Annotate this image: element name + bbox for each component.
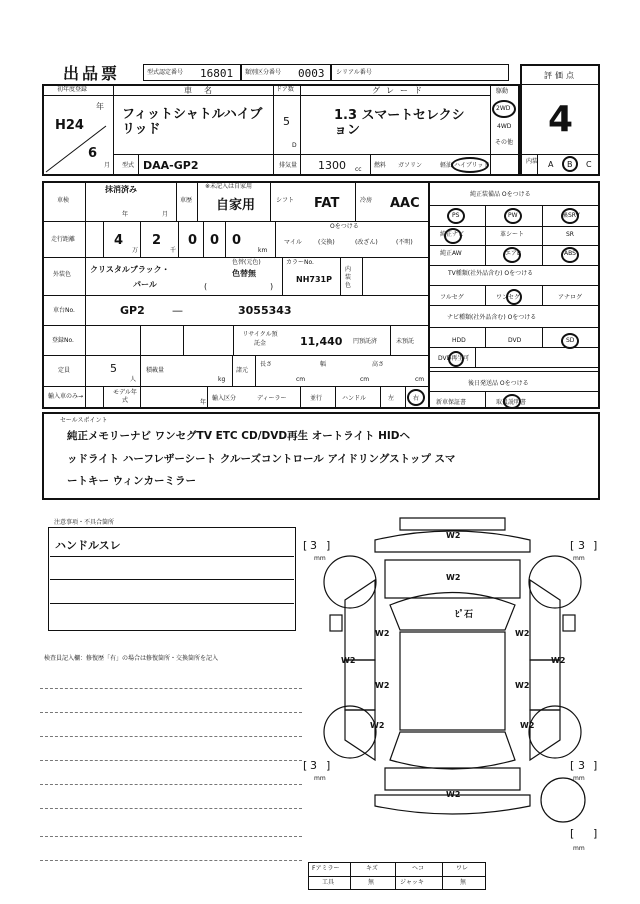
tread-front-right: 3: [578, 539, 585, 552]
class-number-value: 0003: [298, 67, 325, 80]
height-unit: cm: [415, 376, 425, 383]
doc-manual-circle: [503, 394, 521, 409]
tv-title: TV種類(社外品含む) Oをつける: [448, 270, 534, 277]
tv-analog: アナログ: [558, 294, 583, 301]
equip-sr: SR: [566, 231, 574, 238]
fuel-hybrid: ハイブリッド: [454, 162, 490, 169]
import-label: 輸入車のみ→: [48, 393, 84, 400]
equip-ps: PS: [452, 212, 460, 219]
recycle-label: リサイクル預託金: [242, 331, 278, 347]
mileage-unit-sen: 千: [170, 247, 177, 254]
mileage-digit-2: 2: [152, 233, 162, 248]
fuel-label: 燃料: [374, 162, 387, 169]
handle-left: 左: [388, 395, 395, 402]
mileage-digit-4: 0: [210, 233, 220, 248]
tread-fl-unit: mm: [314, 555, 326, 562]
tread-rl-unit: mm: [314, 775, 326, 782]
inspector-label: 検査員記入欄：修復歴「有」の場合は修復箇所・交換箇所を記入: [44, 655, 219, 662]
selling-points-line1: 純正メモリーナビ ワンセグTV ETC CD/DVD再生 オートライト HIDヘ: [67, 430, 411, 442]
shift-value: FAT: [314, 196, 340, 211]
paren-close: ): [270, 282, 274, 291]
navi-dvd: DVD: [508, 337, 522, 344]
capacity-unit: 人: [130, 376, 137, 383]
notes-label: 注意事項・不具合箇所: [54, 519, 115, 526]
mark-hood: W2: [446, 573, 461, 582]
tread-spare-unit: mm: [573, 845, 585, 852]
interior-b-circle: [562, 156, 578, 172]
mileage-digit-3: 0: [188, 233, 198, 248]
mark-right-front-door: W2: [515, 629, 530, 638]
navi-title: ナビ種類(社外品含む) Oをつける: [447, 314, 537, 321]
regtype-value: 自家用: [216, 198, 256, 213]
serial-number-field: [331, 64, 509, 81]
mileage-unit-man: 万: [132, 247, 139, 254]
grade-label: グレード: [372, 86, 428, 95]
width-unit: cm: [360, 376, 370, 383]
mark-front-bumper: W2: [446, 531, 461, 540]
ac-value: AAC: [390, 196, 420, 211]
drive-other: その他: [495, 139, 514, 146]
color-code-value: NH731P: [296, 275, 332, 284]
equip-aw: 純正AW: [440, 250, 462, 257]
displacement-unit: cc: [355, 166, 362, 173]
interior-a: A: [548, 160, 554, 169]
dims-label: 諸元: [236, 367, 249, 374]
cert-number-label: 型式認定番号: [147, 69, 184, 76]
first-reg-month: 6: [88, 146, 98, 161]
chassis-number: 3055343: [238, 304, 292, 317]
footer-header-2: キズ: [366, 865, 378, 872]
diagonal-slash: [44, 120, 112, 174]
tread-rear-right: 3: [578, 759, 585, 772]
doors-value: 5: [283, 115, 290, 128]
mark-right-rear-door: W2: [515, 681, 530, 690]
navi-hdd: HDD: [452, 337, 466, 344]
model-year-label: モデル年式: [113, 389, 137, 404]
import-class-label: 輸入区分: [212, 395, 237, 402]
mark-left-rear-door: W2: [375, 681, 390, 690]
model-value: DAA-GP2: [143, 159, 199, 172]
paren-open: (: [204, 282, 208, 291]
equip-airbag-circle: [503, 247, 521, 263]
interior-b: B: [567, 160, 573, 169]
drive-2wd-circle: [492, 100, 516, 118]
color-change-value: 色替無: [232, 269, 256, 278]
color-value-line1: クリスタルブラック・: [90, 265, 170, 274]
footer-cell-3: ジャッキ: [400, 879, 424, 886]
height-label: 高さ: [372, 361, 385, 368]
recycle-value: 11,440: [300, 335, 343, 348]
displacement-value: 1300: [318, 159, 346, 172]
class-number-label: 類別区分番号: [245, 69, 282, 76]
drive-label: 駆動: [496, 88, 509, 95]
equip-ps-circle: [447, 208, 465, 224]
carname-label: 車名: [184, 86, 224, 95]
first-reg-year-unit: 年: [96, 102, 104, 111]
navi-sd: SD: [566, 337, 575, 344]
import-class-parallel: 並行: [310, 395, 323, 402]
footer-header-4: ワレ: [456, 865, 469, 872]
registration-label: 登録No.: [52, 337, 74, 344]
fuel-gas: ガソリン: [398, 162, 423, 169]
mileage-circle-note: Oをつける: [330, 223, 359, 230]
equip-srv: 集SRV: [562, 212, 580, 219]
equip-pw-circle: [504, 208, 522, 224]
fuel-diesel: 軽油: [440, 162, 453, 169]
chassis-dash: —: [172, 304, 183, 317]
grade-value: 1.3 スマートセレクション: [334, 108, 465, 138]
first-reg-month-unit: 月: [104, 162, 111, 169]
model-label: 型式: [122, 162, 135, 169]
mark-left-front-door: W2: [375, 629, 390, 638]
tread-rear-left: 3: [310, 759, 317, 772]
doc-title: 後日発送品 Oをつける: [468, 380, 529, 387]
equip-airbag: エアB: [505, 250, 522, 257]
color-code-label: カラーNo.: [286, 259, 314, 266]
score-value: 4: [548, 99, 574, 140]
doc-manual: 取扱説明書: [496, 399, 527, 406]
length-label: 長さ: [260, 361, 273, 368]
carname-value: フィットシャトルハイブリッド: [122, 107, 263, 137]
drive-2wd: 2WD: [496, 105, 511, 112]
width-label: 幅: [320, 361, 327, 368]
tv-oneseg: ワンセグ: [496, 294, 521, 301]
doors-label: ドア数: [276, 86, 294, 93]
selling-points-line3: ートキー ウィンカーミラー: [67, 475, 197, 487]
capacity-label: 定員: [58, 367, 71, 374]
footer-cell-1: 工具: [322, 879, 335, 886]
score-label: 評価点: [544, 71, 577, 80]
mileage-opt-swap: (交換): [318, 239, 335, 246]
regtype-label: 車歴: [180, 197, 193, 204]
import-class-dealer: ディーラー: [257, 395, 287, 402]
handle-right-circle: [407, 389, 425, 406]
notes-line1: ハンドルスレ: [55, 539, 121, 552]
doors-unit: D: [292, 142, 297, 149]
tv-oneseg-circle: [506, 289, 522, 305]
form-title: 出品票: [63, 64, 121, 83]
mark-left-fender: W2: [341, 656, 356, 665]
doc-warranty: 新車保証書: [436, 399, 467, 406]
mark-right-fender: W2: [551, 656, 566, 665]
equip-abs: ABS: [564, 250, 576, 257]
color-change-label: 色替(元色): [232, 259, 261, 266]
mileage-opt-tamper: (改ざん): [355, 239, 378, 246]
mark-rear-bumper: W2: [446, 790, 461, 799]
capacity-value: 5: [110, 362, 117, 375]
mark-right-quarter: W2: [520, 721, 535, 730]
ac-label: 冷房: [360, 197, 373, 204]
tread-fr-unit: mm: [573, 555, 585, 562]
recycle-pending: 未預託: [396, 338, 415, 345]
fuel-hybrid-circle: [451, 157, 489, 173]
mileage-digit-5: 0: [232, 233, 242, 248]
tread-rr-unit: mm: [573, 775, 585, 782]
dvd-play-circle: [448, 351, 464, 367]
serial-number-label: シリアル番号: [336, 69, 372, 76]
recycle-unit: 円預託済: [353, 338, 378, 345]
equip-abs-circle: [561, 247, 579, 263]
shaken-year-unit: 年: [122, 211, 129, 218]
first-reg-era: H24: [55, 118, 84, 133]
mark-windshield-chip: ﾋﾟ石: [455, 610, 474, 620]
equip-srv-circle: [561, 208, 579, 224]
footer-cell-2: 無: [368, 879, 375, 886]
handle-right: 右: [413, 395, 420, 402]
mark-left-quarter: W2: [370, 721, 385, 730]
cert-number-field: [143, 64, 241, 81]
selling-points-line2: ッドライト ハーフレザーシート クルーズコントロール アイドリングストップ スマ: [67, 453, 456, 465]
shaken-month-unit: 月: [162, 211, 169, 218]
length-unit: cm: [296, 376, 306, 383]
tv-fullseg: フルセグ: [440, 294, 464, 301]
shift-label: シフト: [276, 197, 295, 204]
equip-leather: 革シート: [500, 231, 525, 238]
chassis-prefix: GP2: [120, 304, 145, 317]
shaken-value: 抹消済み: [105, 185, 137, 194]
car-damage-diagram: [305, 510, 605, 860]
mileage-label: 走行距離: [51, 236, 76, 243]
class-number-field: [241, 64, 331, 81]
interior-color-label: 内装色: [345, 266, 352, 289]
mileage-opt-unknown: (不明): [396, 239, 413, 246]
shaken-label: 車検: [57, 197, 70, 204]
equipment-title: 純正装備品 Oをつける: [470, 191, 531, 198]
displacement-label: 排気量: [279, 162, 298, 169]
equip-navi-circle: [444, 228, 462, 244]
mileage-digit-1: 4: [114, 233, 124, 248]
load-unit: kg: [218, 376, 226, 383]
mileage-opt-mile: マイル: [284, 239, 302, 246]
cert-number-value: 16801: [200, 67, 234, 80]
tread-front-left: 3: [310, 539, 317, 552]
interior-label: 内装: [526, 158, 539, 165]
regtype-note: ※未記入は自家用: [205, 183, 253, 190]
model-year-unit: 年: [200, 399, 207, 406]
equip-navi: 純正ナビ: [440, 231, 465, 238]
color-value-line2: パール: [133, 280, 157, 289]
chassis-label: 車台No.: [53, 307, 75, 314]
handle-label: ハンドル: [342, 395, 367, 402]
footer-header-3: ヘコ: [412, 865, 425, 872]
first-reg-label: 初年度登録: [57, 86, 88, 93]
mileage-unit-km: km: [258, 247, 268, 254]
drive-4wd: 4WD: [497, 123, 512, 130]
footer-cell-4: 無: [460, 879, 467, 886]
color-label: 外装色: [53, 271, 72, 278]
dvd-play: DVD再生可: [438, 355, 470, 362]
selling-points-label: セールスポイント: [60, 417, 108, 424]
interior-c: C: [586, 160, 592, 169]
footer-header-1: Fアミラー: [312, 865, 340, 872]
load-label: 積載量: [146, 367, 165, 374]
equip-pw: PW: [508, 212, 518, 219]
